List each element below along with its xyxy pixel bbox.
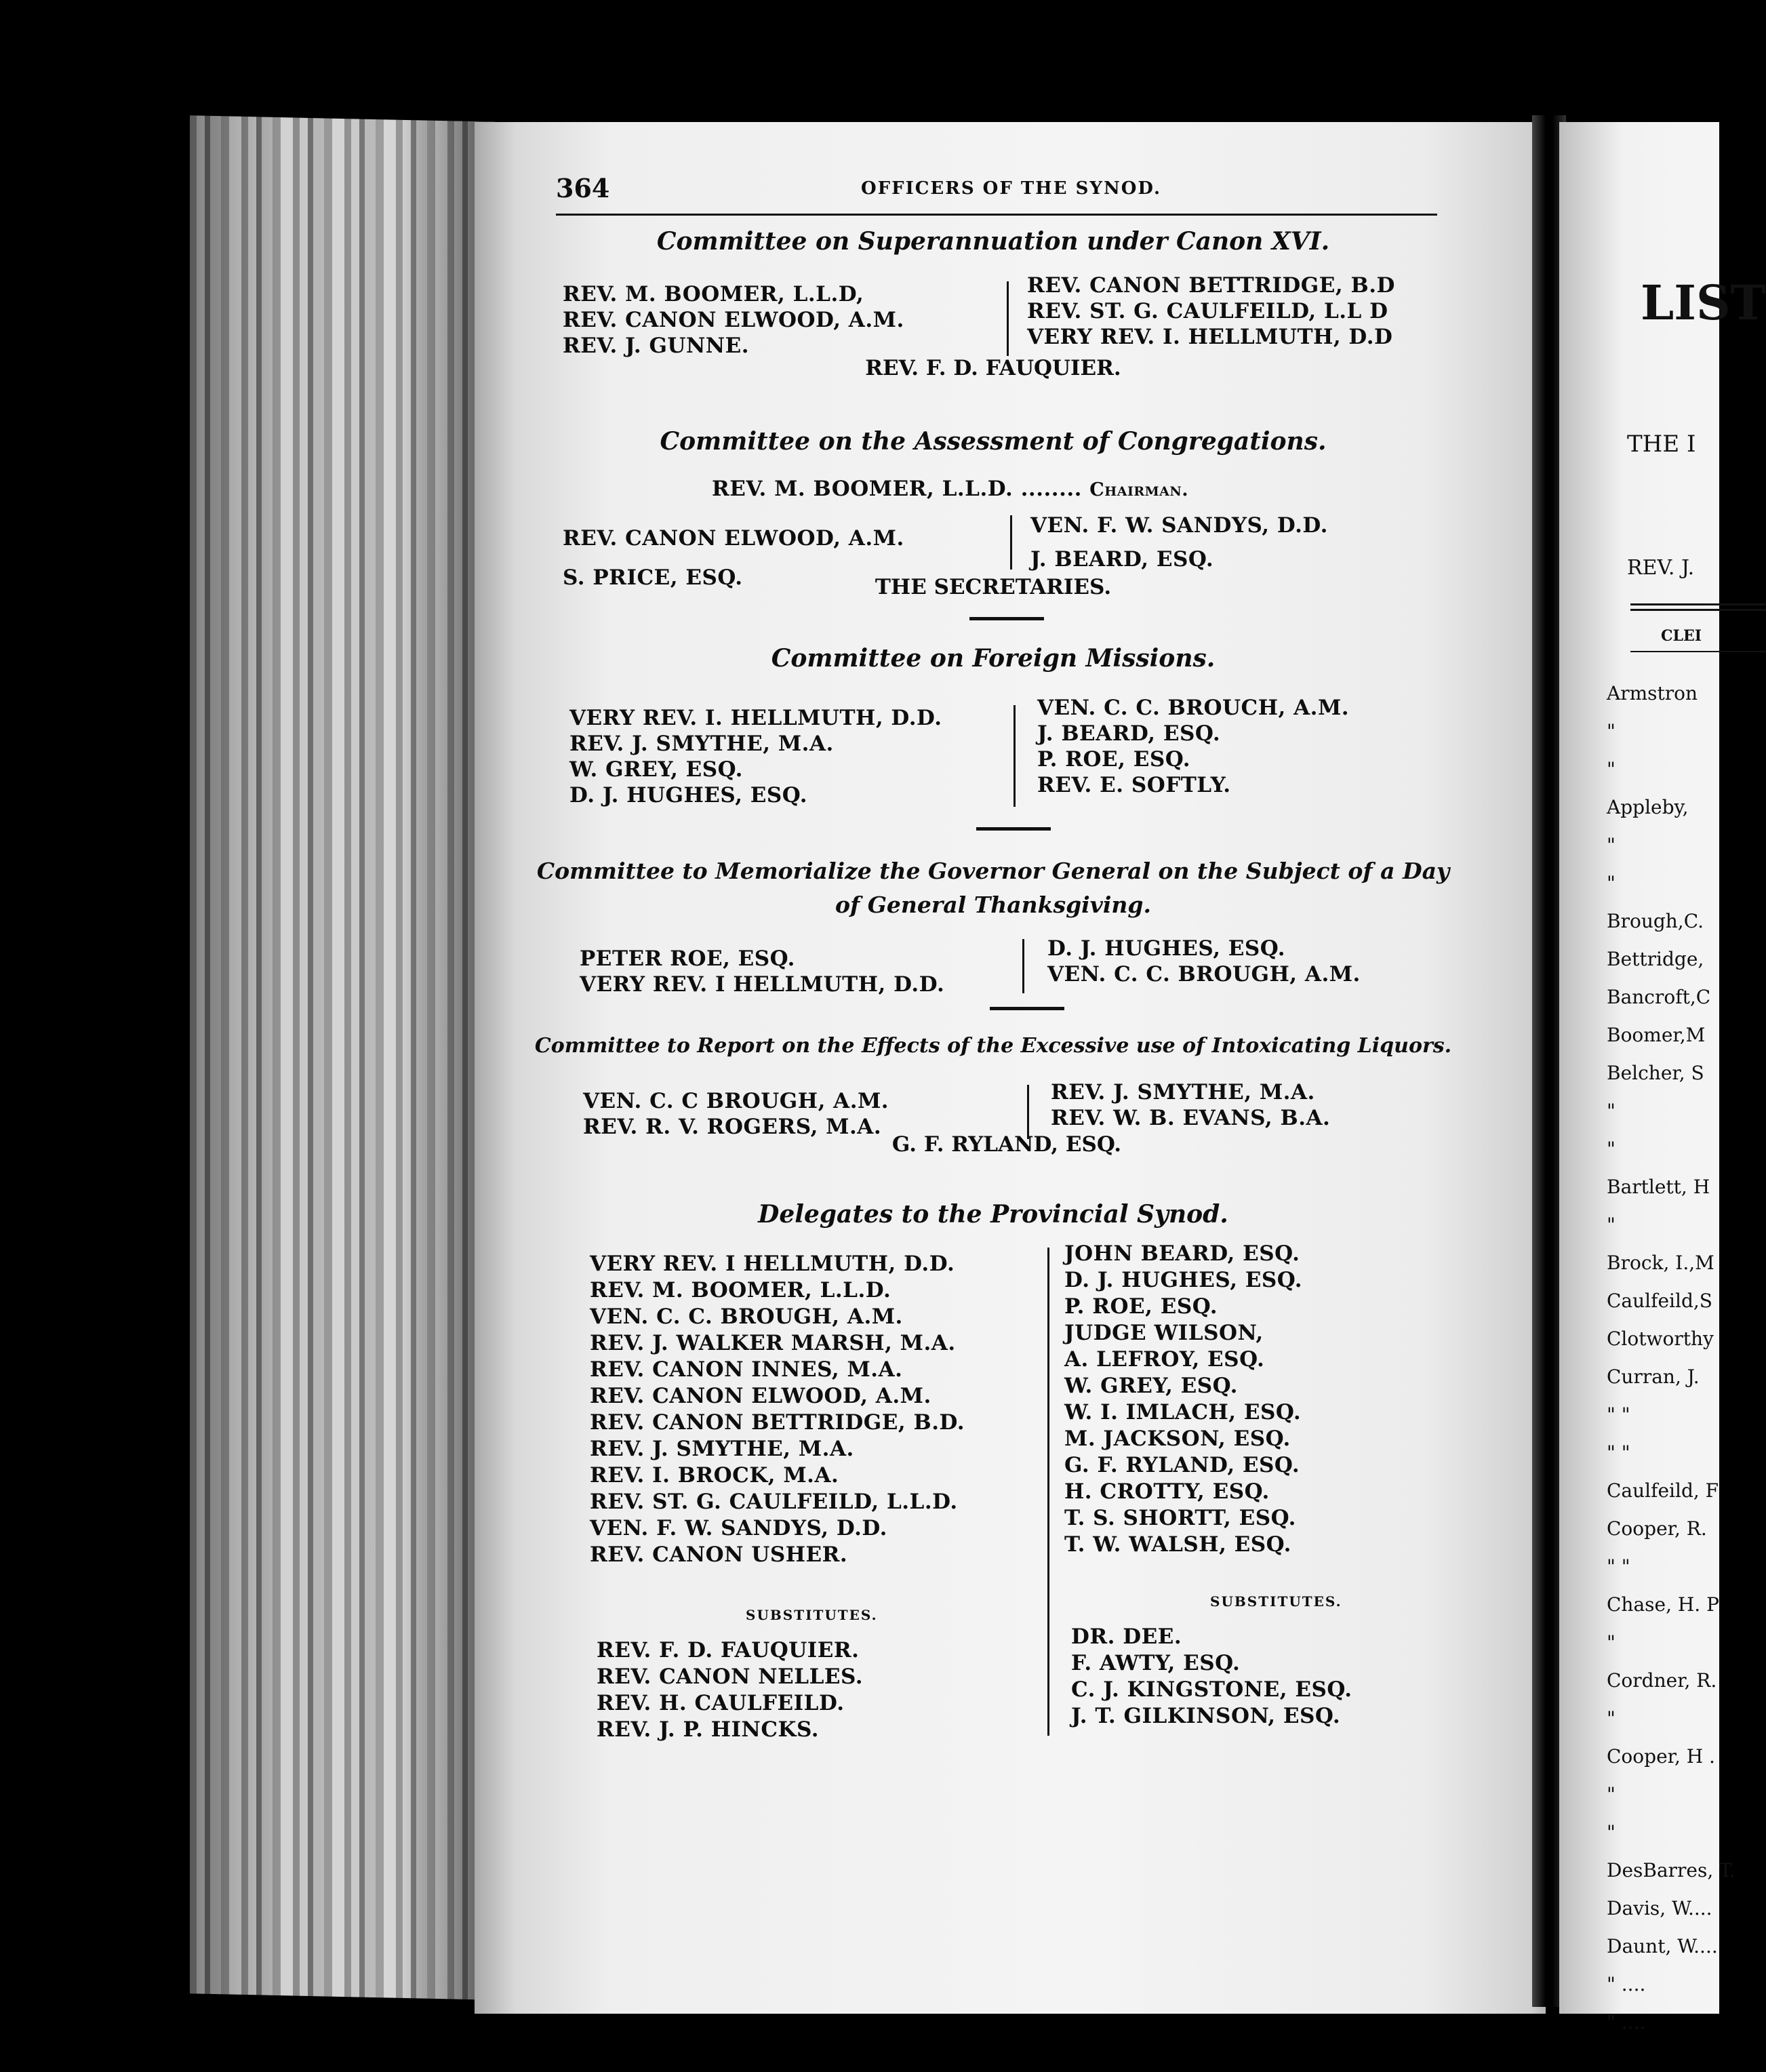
next-page-line: REV. J.	[1627, 556, 1695, 580]
delegates-title: Delegates to the Provincial Synod.	[758, 1200, 1228, 1229]
member-name: J. BEARD, ESQ.	[1030, 547, 1214, 572]
chair-role: Chairman.	[1089, 479, 1189, 500]
delegate-name: REV. J. WALKER MARSH, M.A.	[590, 1331, 956, 1355]
assessment-footer: THE SECRETARIES.	[875, 575, 1112, 599]
member-name: VEN. F. W. SANDYS, D.D.	[1030, 513, 1328, 538]
column-divider	[1022, 939, 1024, 993]
member-name: REV. CANON BETTRIDGE, B.D	[1027, 273, 1395, 298]
list-item: " ....	[1607, 1973, 1646, 1995]
delegate-name: VEN. C. C. BROUGH, A.M.	[590, 1304, 903, 1329]
column-header: CLEI	[1661, 627, 1702, 645]
intoxicating-title: Committee to Report on the Effects of the Excessive use of Intoxicating Liquors.	[534, 1034, 1452, 1058]
member-name: VERY REV. I HELLMUTH, D.D.	[580, 972, 945, 997]
list-item: Bettridge,	[1607, 948, 1704, 970]
column-divider	[1007, 281, 1009, 356]
member-name: REV. E. SOFTLY.	[1037, 773, 1231, 797]
list-item: DesBarres, T.	[1607, 1859, 1735, 1881]
list-item: Brough,C.	[1607, 910, 1704, 932]
column-divider	[1010, 515, 1012, 570]
member-name: D. J. HUGHES, ESQ.	[1047, 936, 1286, 961]
list-item: Curran, J.	[1607, 1366, 1700, 1388]
list-item: Boomer,M	[1607, 1024, 1706, 1046]
member-name: J. BEARD, ESQ.	[1037, 721, 1221, 746]
list-item: Clotworthy	[1607, 1328, 1714, 1350]
list-item: Daunt, W....	[1607, 1935, 1718, 1957]
list-item: Chase, H. P	[1607, 1593, 1719, 1616]
rule	[1630, 609, 1766, 611]
delegate-name: REV. CANON INNES, M.A.	[590, 1357, 903, 1382]
delegate-name: P. ROE, ESQ.	[1064, 1294, 1218, 1319]
member-name: REV. W. B. EVANS, B.A.	[1051, 1106, 1331, 1130]
assessment-title: Committee on the Assessment of Congregations.	[660, 427, 1327, 456]
memorialize-title-line-1: Committee to Memorialize the Governor General on the Subject of a Day	[536, 858, 1450, 884]
list-item: "	[1607, 1214, 1616, 1236]
substitute-name: F. AWTY, ESQ.	[1071, 1651, 1241, 1675]
list-item: " "	[1607, 1441, 1630, 1464]
running-head-title: OFFICERS OF THE SYNOD.	[861, 178, 1162, 199]
list-item: Appleby,	[1607, 796, 1689, 818]
memorialize-left	[580, 946, 944, 997]
member-name: REV. ST. G. CAULFEILD, L.L D	[1027, 299, 1388, 323]
section-rule	[990, 1007, 1064, 1010]
next-page-partial	[1559, 122, 1766, 2033]
intoxicating-footer: G. F. RYLAND, ESQ.	[891, 1132, 1122, 1157]
member-name: REV. M. BOOMER, L.L.D,	[563, 282, 864, 306]
list-item: Bancroft,C	[1607, 986, 1711, 1008]
list-item: "	[1607, 834, 1616, 856]
member-name: D. J. HUGHES, ESQ.	[569, 783, 808, 808]
substitute-name: REV. J. P. HINCKS.	[597, 1717, 820, 1742]
list-item: "	[1607, 1100, 1616, 1122]
substitute-name: J. T. GILKINSON, ESQ.	[1071, 1704, 1341, 1728]
superannuation-left	[563, 281, 904, 359]
member-name: VEN. C. C BROUGH, A.M.	[583, 1089, 889, 1113]
delegate-name: REV. CANON BETTRIDGE, B.D.	[590, 1410, 965, 1435]
delegate-name: G. F. RYLAND, ESQ.	[1064, 1453, 1300, 1477]
column-divider	[1014, 705, 1016, 807]
delegates-right	[1064, 1241, 1302, 1558]
list-item: Bartlett, H	[1607, 1176, 1710, 1198]
member-name: VERY REV. I. HELLMUTH, D.D.	[569, 706, 942, 730]
list-item: Cordner, R.	[1607, 1669, 1717, 1692]
delegate-name: T. S. SHORTT, ESQ.	[1064, 1506, 1296, 1530]
section-rule	[969, 617, 1044, 620]
delegate-name: D. J. HUGHES, ESQ.	[1064, 1268, 1303, 1292]
list-item: " "	[1607, 1403, 1630, 1426]
substitute-name: REV. H. CAULFEILD.	[597, 1691, 845, 1715]
substitutes-label-right: SUBSTITUTES.	[1210, 1593, 1342, 1610]
list-item: Armstron	[1607, 682, 1698, 704]
delegate-name: W. GREY, ESQ.	[1064, 1374, 1238, 1398]
main-page	[475, 122, 1546, 2014]
memorialize-right	[1047, 936, 1361, 987]
delegate-name: REV. M. BOOMER, L.L.D.	[590, 1278, 891, 1302]
member-name: REV. R. V. ROGERS, M.A.	[583, 1115, 882, 1139]
delegate-name: M. JACKSON, ESQ.	[1064, 1427, 1291, 1451]
member-name: VERY REV. I. HELLMUTH, D.D	[1027, 325, 1393, 349]
list-item: "	[1607, 1138, 1616, 1160]
list-item: Caulfeild, F	[1607, 1479, 1719, 1502]
foreign-missions-right	[1037, 695, 1349, 798]
member-name: W. GREY, ESQ.	[569, 757, 743, 782]
rule	[1630, 651, 1766, 652]
list-item: Caulfeild,S	[1607, 1290, 1712, 1312]
member-name: REV. J. SMYTHE, M.A.	[1051, 1080, 1315, 1104]
clergy-list	[1607, 675, 1735, 2041]
member-name: VEN. C. C. BROUCH, A.M.	[1037, 696, 1350, 720]
list-item: "	[1607, 1707, 1616, 1730]
substitutes-right	[1071, 1624, 1352, 1730]
substitute-name: DR. DEE.	[1071, 1625, 1182, 1649]
delegates-left	[590, 1251, 965, 1568]
list-item: "	[1607, 1631, 1616, 1654]
running-head	[556, 173, 1437, 216]
section-rule	[976, 827, 1051, 831]
substitute-name: C. J. KINGSTONE, ESQ.	[1071, 1677, 1352, 1702]
delegate-name: VERY REV. I HELLMUTH, D.D.	[590, 1252, 955, 1276]
member-name: VEN. C. C. BROUGH, A.M.	[1047, 962, 1361, 987]
superannuation-right	[1027, 273, 1395, 350]
list-item: "	[1607, 1783, 1616, 1806]
member-name: REV. J. SMYTHE, M.A.	[569, 732, 834, 756]
member-name: S. PRICE, ESQ.	[563, 565, 743, 590]
substitutes-left	[597, 1637, 863, 1743]
delegate-name: T. W. WALSH, ESQ.	[1064, 1532, 1291, 1557]
list-item: "	[1607, 1821, 1616, 1844]
assessment-chair	[712, 476, 1188, 503]
superannuation-footer: REV. F. D. FAUQUIER.	[865, 356, 1121, 380]
delegate-name: JOHN BEARD, ESQ.	[1064, 1241, 1300, 1266]
delegate-name: REV. ST. G. CAULFEILD, L.L.D.	[590, 1490, 958, 1514]
member-name: REV. CANON ELWOOD, A.M.	[563, 526, 904, 551]
column-divider	[1027, 1085, 1029, 1139]
delegate-name: REV. CANON ELWOOD, A.M.	[590, 1384, 931, 1408]
member-name: REV. CANON ELWOOD, A.M.	[563, 308, 904, 332]
list-item: " "	[1607, 1555, 1630, 1578]
delegate-name: W. I. IMLACH, ESQ.	[1064, 1400, 1302, 1424]
assessment-right	[1030, 509, 1328, 576]
member-name: P. ROE, ESQ.	[1037, 747, 1191, 772]
list-item: "	[1607, 872, 1616, 894]
page-stack-edge	[190, 115, 495, 1999]
list-item: " ....	[1607, 2011, 1646, 2033]
list-item: "	[1607, 758, 1616, 780]
intoxicating-right	[1051, 1079, 1330, 1131]
delegate-name: H. CROTTY, ESQ.	[1064, 1479, 1270, 1504]
delegate-name: REV. CANON USHER.	[590, 1542, 848, 1567]
foreign-missions-title: Committee on Foreign Missions.	[771, 644, 1216, 673]
delegate-name: REV. I. BROCK, M.A.	[590, 1463, 839, 1488]
delegate-name: VEN. F. W. SANDYS, D.D.	[590, 1516, 887, 1540]
member-name: REV. J. GUNNE.	[563, 334, 750, 358]
next-page-title: LIST	[1641, 275, 1766, 331]
delegate-name: JUDGE WILSON,	[1064, 1321, 1264, 1345]
list-item: Cooper, R.	[1607, 1517, 1707, 1540]
page-number: 364	[556, 173, 610, 203]
rule	[1630, 603, 1766, 605]
member-name: PETER ROE, ESQ.	[580, 947, 795, 971]
column-divider	[1047, 1248, 1049, 1736]
substitute-name: REV. F. D. FAUQUIER.	[597, 1638, 860, 1662]
delegate-name: REV. J. SMYTHE, M.A.	[590, 1437, 854, 1461]
superannuation-title: Committee on Superannuation under Canon XVI.	[656, 227, 1330, 256]
substitutes-label-left: SUBSTITUTES.	[746, 1607, 878, 1623]
list-item: Davis, W....	[1607, 1897, 1712, 1919]
delegate-name: A. LEFROY, ESQ.	[1064, 1347, 1265, 1372]
foreign-missions-left	[569, 705, 942, 808]
substitute-name: REV. CANON NELLES.	[597, 1665, 864, 1689]
chair-name: REV. M. BOOMER, L.L.D. ........	[712, 477, 1082, 501]
list-item: Belcher, S	[1607, 1062, 1704, 1084]
memorialize-title-line-2: of General Thanksgiving.	[835, 892, 1151, 918]
list-item: Brock, I.,M	[1607, 1252, 1714, 1274]
list-item: "	[1607, 720, 1616, 742]
next-page-line: THE I	[1627, 431, 1696, 458]
list-item: Cooper, H .	[1607, 1745, 1715, 1768]
